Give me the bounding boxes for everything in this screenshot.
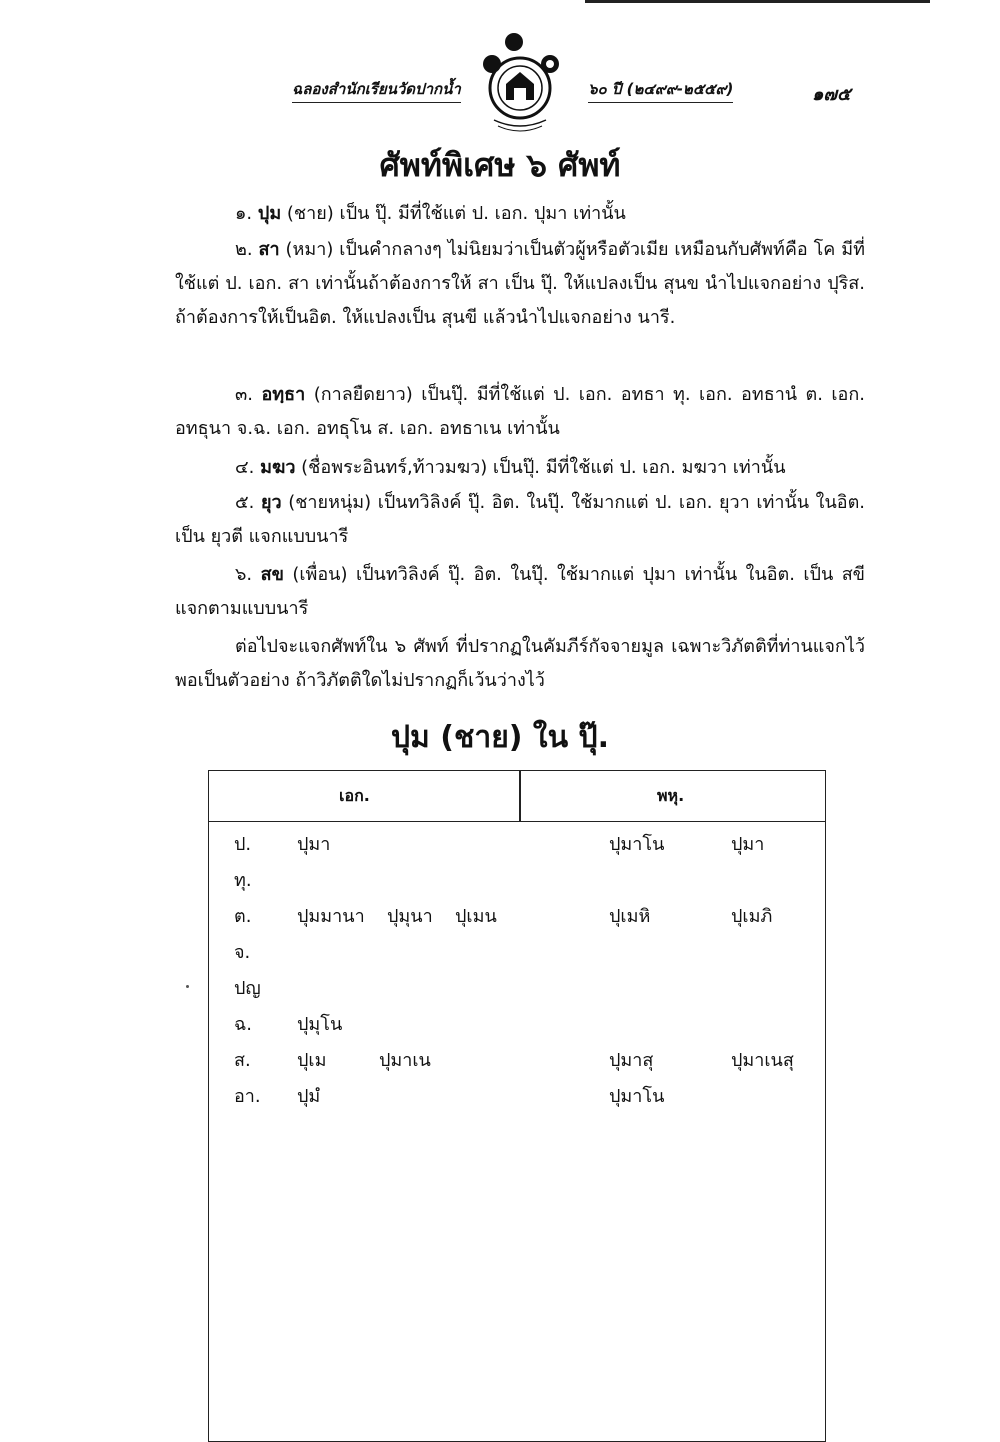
singular-form: ปุมํ (297, 1086, 321, 1107)
header-plural: พหุ. (657, 786, 685, 805)
singular-form: ปุมา (297, 834, 331, 855)
table-row (209, 1009, 825, 1043)
plural-form: ปุมาโน (609, 834, 665, 855)
header-divider (519, 771, 521, 821)
singular-form-alt: ปุมาเน (379, 1050, 431, 1071)
table-row (209, 937, 825, 971)
running-header-years: ๖๐ ปี (๒๔๙๙-๒๕๕๙) (588, 77, 733, 103)
declension-table (208, 770, 826, 1442)
table-row (209, 829, 825, 863)
case-label: จ. (234, 942, 251, 963)
plural-form-alt: ปุมา (731, 834, 765, 855)
singular-form-alt: ปุมุนา (387, 906, 433, 927)
header-singular: เอก. (339, 786, 370, 805)
table-row (209, 865, 825, 899)
singular-form: ปุเม (297, 1050, 327, 1071)
running-header-left: ฉลองสำนักเรียนวัดปากน้ำ (292, 77, 461, 103)
emblem-logo (470, 28, 570, 138)
singular-form: ปุมมานา (297, 906, 365, 927)
page-number: ๑๗๕ (812, 84, 851, 105)
page-title: ศัพท์พิเศษ ๖ ศัพท์ (379, 146, 621, 184)
case-label: ต. (234, 906, 252, 927)
table-row (209, 1081, 825, 1115)
item-3: ๓. อทฺธา (กาลยืดยาว) เป็นปุ๊. มีที่ใช้แต่ ป. เอก. อทธา ทุ. เอก. อทธานํ ต. เอก. อทธุนา จ.ฉ. เอก. อทธุโน ส. เอก. อทธาเน เท่านั้น (175, 384, 865, 439)
closing-paragraph: ต่อไปจะแจกศัพท์ใน ๖ ศัพท์ ที่ปรากฏในคัมภีร์กัจจายมูล เฉพาะวิภัตติที่ท่านแจกไว้พอเป็นตัวอย่าง ถ้าวิภัตติใดไม่ปรากฏก็เว้นว่างไว้ (175, 636, 865, 691)
case-label: ทุ. (234, 870, 252, 891)
item-6: ๖. สข (เพื่อน) เป็นทวิลิงค์ ปุ๊. อิต. ในปุ๊. ใช้มากแต่ ปุมา เท่านั้น ในอิต. เป็น สขี แจกตามแบบนารี (175, 564, 865, 619)
plural-form: ปุมาสุ (609, 1050, 654, 1071)
plural-form: ปุเมหิ (609, 906, 651, 927)
top-rule (585, 0, 930, 3)
plural-form: ปุมาโน (609, 1086, 665, 1107)
plural-form-alt: ปุเมภิ (731, 906, 773, 927)
case-label: ปญ (234, 978, 261, 999)
item-2: ๒. สา (หมา) เป็นคำกลางๆ ไม่นิยมว่าเป็นตัวผู้หรือตัวเมีย เหมือนกับศัพท์คือ โค มีที่ใช้แต่ ป. เอก. สา เท่านั้นถ้าต้องการให้ สา เป็น ปุ๊. ให้แปลงเป็น สุนข นำไปแจกอย่าง ปุริส. ถ้าต้องการให้เป็นอิต. ให้แปลงเป็น สุนขี แล้วนำไปแจกอย่าง นารี. (175, 239, 865, 328)
case-label: ส. (234, 1050, 251, 1071)
case-label: ป. (234, 834, 252, 855)
case-label: ฉ. (234, 1014, 252, 1035)
table-title: ปุม (ชาย) ใน ปุ๊. (391, 720, 609, 755)
plural-form-alt: ปุมาเนสุ (731, 1050, 794, 1071)
singular-form-alt2: ปุเมน (455, 906, 497, 927)
item-4: ๔. มฆว (ชื่อพระอินทร์,ท้าวมฆว) เป็นปุ๊. มีที่ใช้แต่ ป. เอก. มฆวา เท่านั้น (235, 457, 786, 478)
item-1: ๑. ปุม (ชาย) เป็น ปุ๊. มีที่ใช้แต่ ป. เอก. ปุมา เท่านั้น (235, 203, 626, 224)
table-header (209, 771, 825, 822)
stray-mark (186, 985, 189, 988)
table-row (209, 901, 825, 935)
table-row (209, 1045, 825, 1079)
singular-form: ปุมุโน (297, 1014, 343, 1035)
case-label: อา. (234, 1086, 261, 1107)
item-5: ๕. ยุว (ชายหนุ่ม) เป็นทวิลิงค์ ปุ๊. อิต. ในปุ๊. ใช้มากแต่ ป. เอก. ยุวา เท่านั้น ในอิต. เป็น ยุวตี แจกแบบนารี (175, 492, 865, 547)
table-row (209, 973, 825, 1007)
